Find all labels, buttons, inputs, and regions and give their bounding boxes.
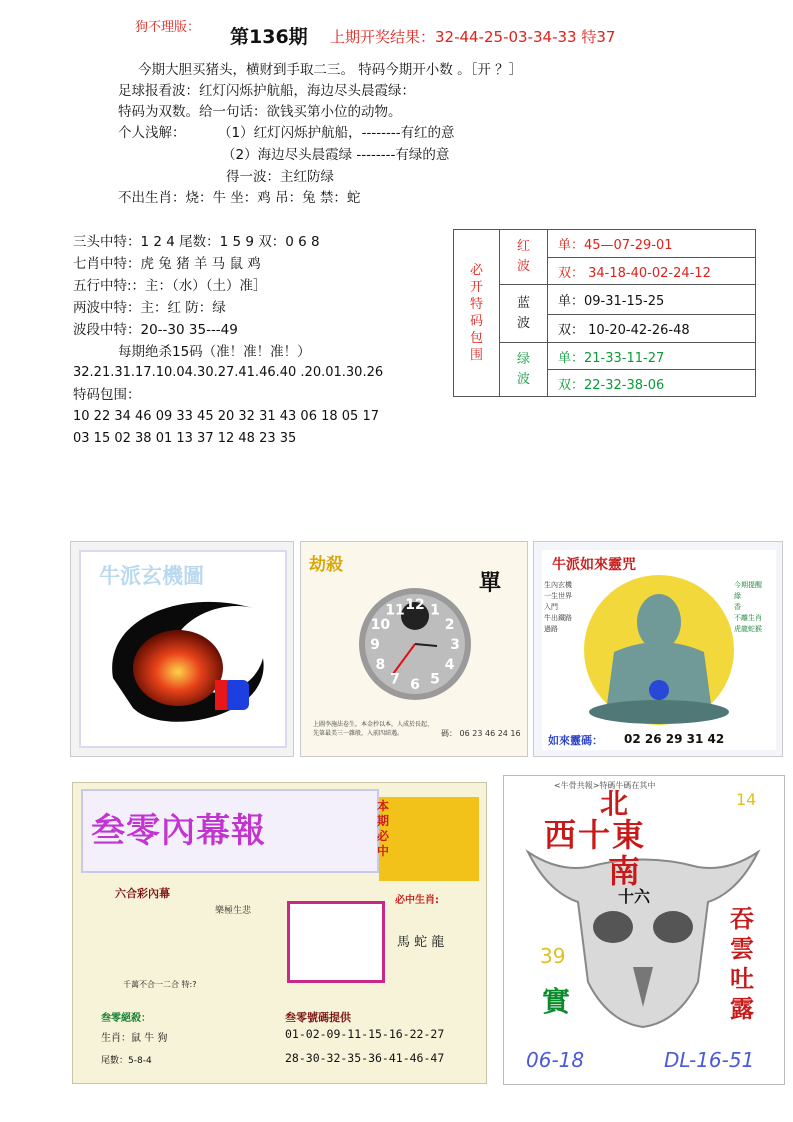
analysis-line-2: （2）海边尽头晨霞绿 --------有绿的意 [222,147,450,163]
img5-north: 北 [600,787,629,820]
img4-vertical: 本 期 必 中 [377,799,390,858]
img3-bottom-label: 如來靈碼： [548,734,603,747]
clock-numeral: 11 [385,602,405,619]
prediction-two-waves: 两波中特：主：红 防：绿 [73,300,226,316]
issue-number: 第136期 [230,26,308,48]
prediction-three-heads: 三头中特：1 2 4 尾数：1 5 9 双：0 6 8 [73,234,320,250]
img4-kill-tail: 尾數：5-8-4 [101,1056,152,1066]
clock-numeral: 3 [450,637,460,653]
red-wave-name: 红 波 [500,230,548,285]
img3-left-text: 生內玄機 一生世界入門 牛出鐵路過路 [544,581,572,633]
intro-line-2: 足球报看波：红灯闪烁护航船，海边尽头晨霞绿： [118,83,415,99]
clock-numeral: 4 [444,657,455,673]
img3-right-text: 今期提醒 綠 香 不離生肖 虎龍蛇猴 [734,581,762,633]
img3-title: 牛派如來靈咒 [552,557,636,573]
zodiac-exclude: 不出生肖：烧：牛 坐：鸡 吊：兔 禁：蛇 [118,190,361,206]
prediction-five-elements: 五行中特:：主：（水）（土）准］ [73,278,267,294]
clock-numeral: 12 [405,597,425,613]
pack-title: 特码包围： [73,387,141,403]
clock-numeral: 6 [410,677,420,693]
flame-swirl-graphic [103,588,273,728]
img5-west-east: 西十東 [544,816,647,854]
green-wave-name: 绿 波 [500,343,548,397]
img4-must-value: 馬 蛇 龍 [397,935,445,950]
intro-line-1: 今期大胆买猪头，横财到手取二三。 特码今期开小数 。［开 ？］ [138,62,523,78]
clock-numeral: 5 [430,671,440,688]
brand-label: 狗不理版： [135,20,201,35]
clock-numeral: 2 [444,617,455,633]
img4-hint: 千萬不合一二合 特:? [123,980,197,989]
clock-numeral: 7 [390,671,400,688]
kill-numbers: 32.21.31.17.10.04.30.27.41.46.40 .20.01.30.26 [73,365,384,380]
img4-must-label: 必中生肖: [395,895,439,906]
clock-numeral: 1 [430,602,440,619]
image-panel-1 [70,541,294,757]
img5-num-14: 14 [736,790,757,809]
intro-line-3: 特码为双数。给一句话：欲钱买第小位的动物。 [118,104,402,120]
table-heading: 必 开 特 码 包 围 [454,230,500,397]
blue-wave-name: 蓝 波 [500,285,548,343]
img5-top-text: <牛骨共報>特碼牛碼在其中 [554,781,656,790]
img5-bottom-right: DL-16-51 [664,1048,755,1072]
img4-bear-box [287,901,385,983]
img2-char: 單 [479,571,502,596]
prediction-seven-zodiac: 七肖中特：虎 兔 猪 羊 马 鼠 鸡 [73,256,261,272]
img5-shi: 實 [542,985,571,1018]
img4-numbers-2: 28-30-32-35-36-41-46-47 [285,1051,445,1065]
img2-title: 劫殺 [309,555,343,575]
wave-table [453,229,756,397]
image-panel-4 [72,782,487,1084]
prediction-wave-range: 波段中特：20--30 35---49 [73,322,238,338]
clock-graphic [357,586,473,702]
clock-numeral: 8 [375,657,386,673]
img5-bottom-left: 06-18 [526,1048,585,1072]
img4-red-badge: 六合彩內幕 [115,887,170,900]
red-wave-single: 单：45—07-29-01 [548,230,756,258]
clock-numeral: 9 [370,637,380,653]
img4-kill-zodiac: 生肖：鼠 牛 狗 [101,1033,168,1044]
img5-south: 南 [608,852,641,890]
green-wave-double: 双：22-32-38-06 [548,370,756,397]
img5-sixteen: 十六 [618,887,651,906]
img4-small-text: 樂極生悲 [215,906,252,916]
analysis-line-1: （1）红灯闪烁护航船，--------有红的意 [218,125,455,141]
img2-numbers: 碼： 06 23 46 24 16 [441,729,521,738]
img4-title: 叁零內幕報 [91,811,266,851]
image-panel-5 [503,775,785,1085]
image-panel-2 [300,541,528,757]
blue-wave-double: 双： 10-20-42-26-48 [548,315,756,343]
img4-kill-title: 叁零絕殺： [101,1013,151,1024]
blue-wave-single: 单：09-31-15-25 [548,285,756,315]
kill-title: 每期绝杀15码（准！准！准！） [118,344,311,360]
analysis-line-3: 得一波：主红防绿 [226,169,334,185]
red-wave-double: 双： 34-18-40-02-24-12 [548,258,756,285]
img4-numbers-1: 01-02-09-11-15-16-22-27 [285,1027,445,1041]
image-panel-3 [533,541,783,757]
img5-poem: 吞 雲 吐 露 [730,905,754,1023]
img3-bottom-numbers: 02 26 29 31 42 [624,732,725,746]
analysis-label: 个人浅解： [118,125,186,141]
img1-title: 牛派玄機圖 [99,564,204,588]
pack-line-1: 10 22 34 46 09 33 45 20 32 31 43 06 18 05 17 [73,409,379,424]
buddha-graphic [574,572,744,732]
pack-line-2: 03 15 02 38 01 13 37 12 48 23 35 [73,431,297,446]
clock-numeral: 10 [370,617,391,633]
img4-numbers-title: 叁零號碼提供 [285,1011,351,1024]
img2-caption: 上圖李施法卷生，本金抄以本，人成於長起、先第最美三一雜般，入前四結遇。 [313,721,434,737]
green-wave-single: 单：21-33-11-27 [548,343,756,370]
last-result: 上期开奖结果：32-44-25-03-34-33 特37 [330,28,616,46]
img5-num-39: 39 [540,944,566,968]
